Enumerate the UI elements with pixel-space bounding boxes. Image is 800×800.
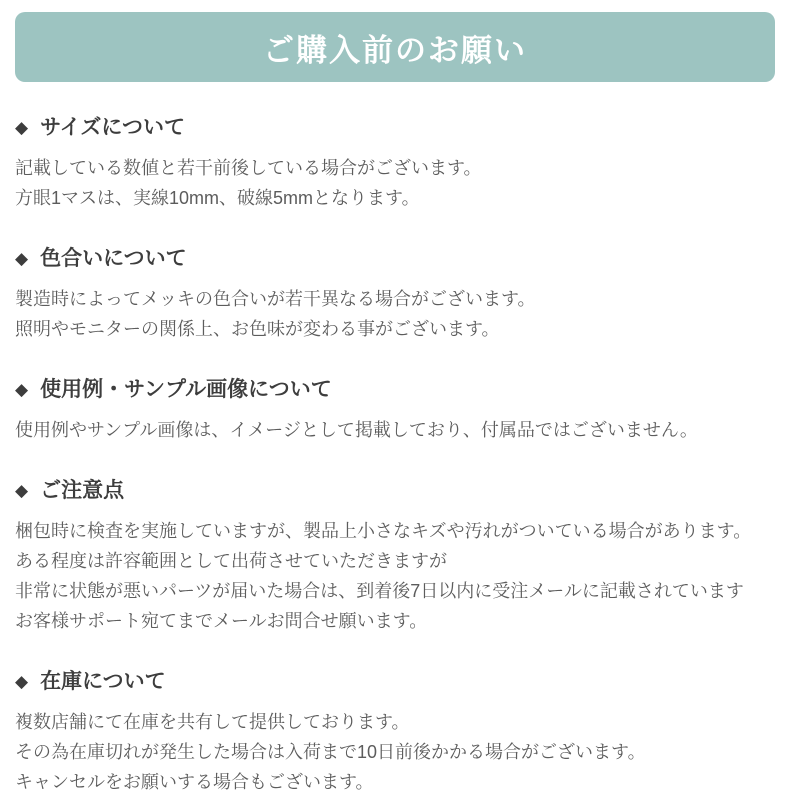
section-body bbox=[15, 153, 775, 213]
diamond-bullet-icon: ◆ bbox=[15, 380, 29, 399]
diamond-bullet-icon: ◆ bbox=[15, 249, 29, 268]
body-line: キャンセルをお願いする場合もございます。 bbox=[15, 772, 374, 792]
section-heading-label: 色合いについて bbox=[40, 247, 187, 270]
body-line: 方眼1マスは、実線10mm、破線5mmとなります。 bbox=[15, 188, 420, 208]
section-body bbox=[15, 284, 775, 344]
body-line: 照明やモニターの関係上、お色味が変わる事がございます。 bbox=[15, 319, 500, 339]
diamond-bullet-icon: ◆ bbox=[15, 118, 29, 137]
body-line: 梱包時に検査を実施していますが、製品上小さなキズや汚れがついている場合があります。 bbox=[15, 521, 752, 541]
section-size bbox=[15, 115, 775, 213]
body-line: 複数店舗にて在庫を共有して提供しております。 bbox=[15, 712, 410, 732]
diamond-bullet-icon: ◆ bbox=[15, 672, 29, 691]
section-heading bbox=[15, 246, 775, 271]
diamond-bullet-icon: ◆ bbox=[15, 481, 29, 500]
section-body bbox=[15, 707, 775, 797]
body-line: 使用例やサンプル画像は、イメージとして掲載しており、付属品ではございません。 bbox=[15, 420, 698, 440]
body-line: ある程度は許容範囲として出荷させていただきますが bbox=[15, 551, 447, 571]
section-stock bbox=[15, 669, 775, 797]
body-line: 製造時によってメッキの色合いが若干異なる場合がございます。 bbox=[15, 289, 536, 309]
notice-title-bar bbox=[15, 12, 775, 82]
section-heading bbox=[15, 478, 775, 503]
body-line: 記載している数値と若干前後している場合がございます。 bbox=[15, 158, 482, 178]
section-heading bbox=[15, 377, 775, 402]
section-sample-images bbox=[15, 377, 775, 445]
section-heading-label: ご注意点 bbox=[40, 479, 125, 502]
notice-title: ご購入前のお願い bbox=[263, 32, 527, 68]
body-line: その為在庫切れが発生した場合は入荷まで10日前後かかる場合がございます。 bbox=[15, 742, 646, 762]
section-heading-label: 使用例・サンプル画像について bbox=[40, 378, 332, 401]
section-heading-label: 在庫について bbox=[40, 670, 166, 693]
section-heading bbox=[15, 669, 775, 694]
body-line: お客様サポート宛てまでメールお問合せ願います。 bbox=[15, 611, 428, 631]
section-body bbox=[15, 516, 775, 636]
body-line: 非常に状態が悪いパーツが届いた場合は、到着後7日以内に受注メールに記載されています bbox=[15, 581, 744, 601]
section-color bbox=[15, 246, 775, 344]
section-heading-label: サイズについて bbox=[40, 116, 185, 139]
section-heading bbox=[15, 115, 775, 140]
section-body bbox=[15, 415, 775, 445]
section-cautions bbox=[15, 478, 775, 636]
